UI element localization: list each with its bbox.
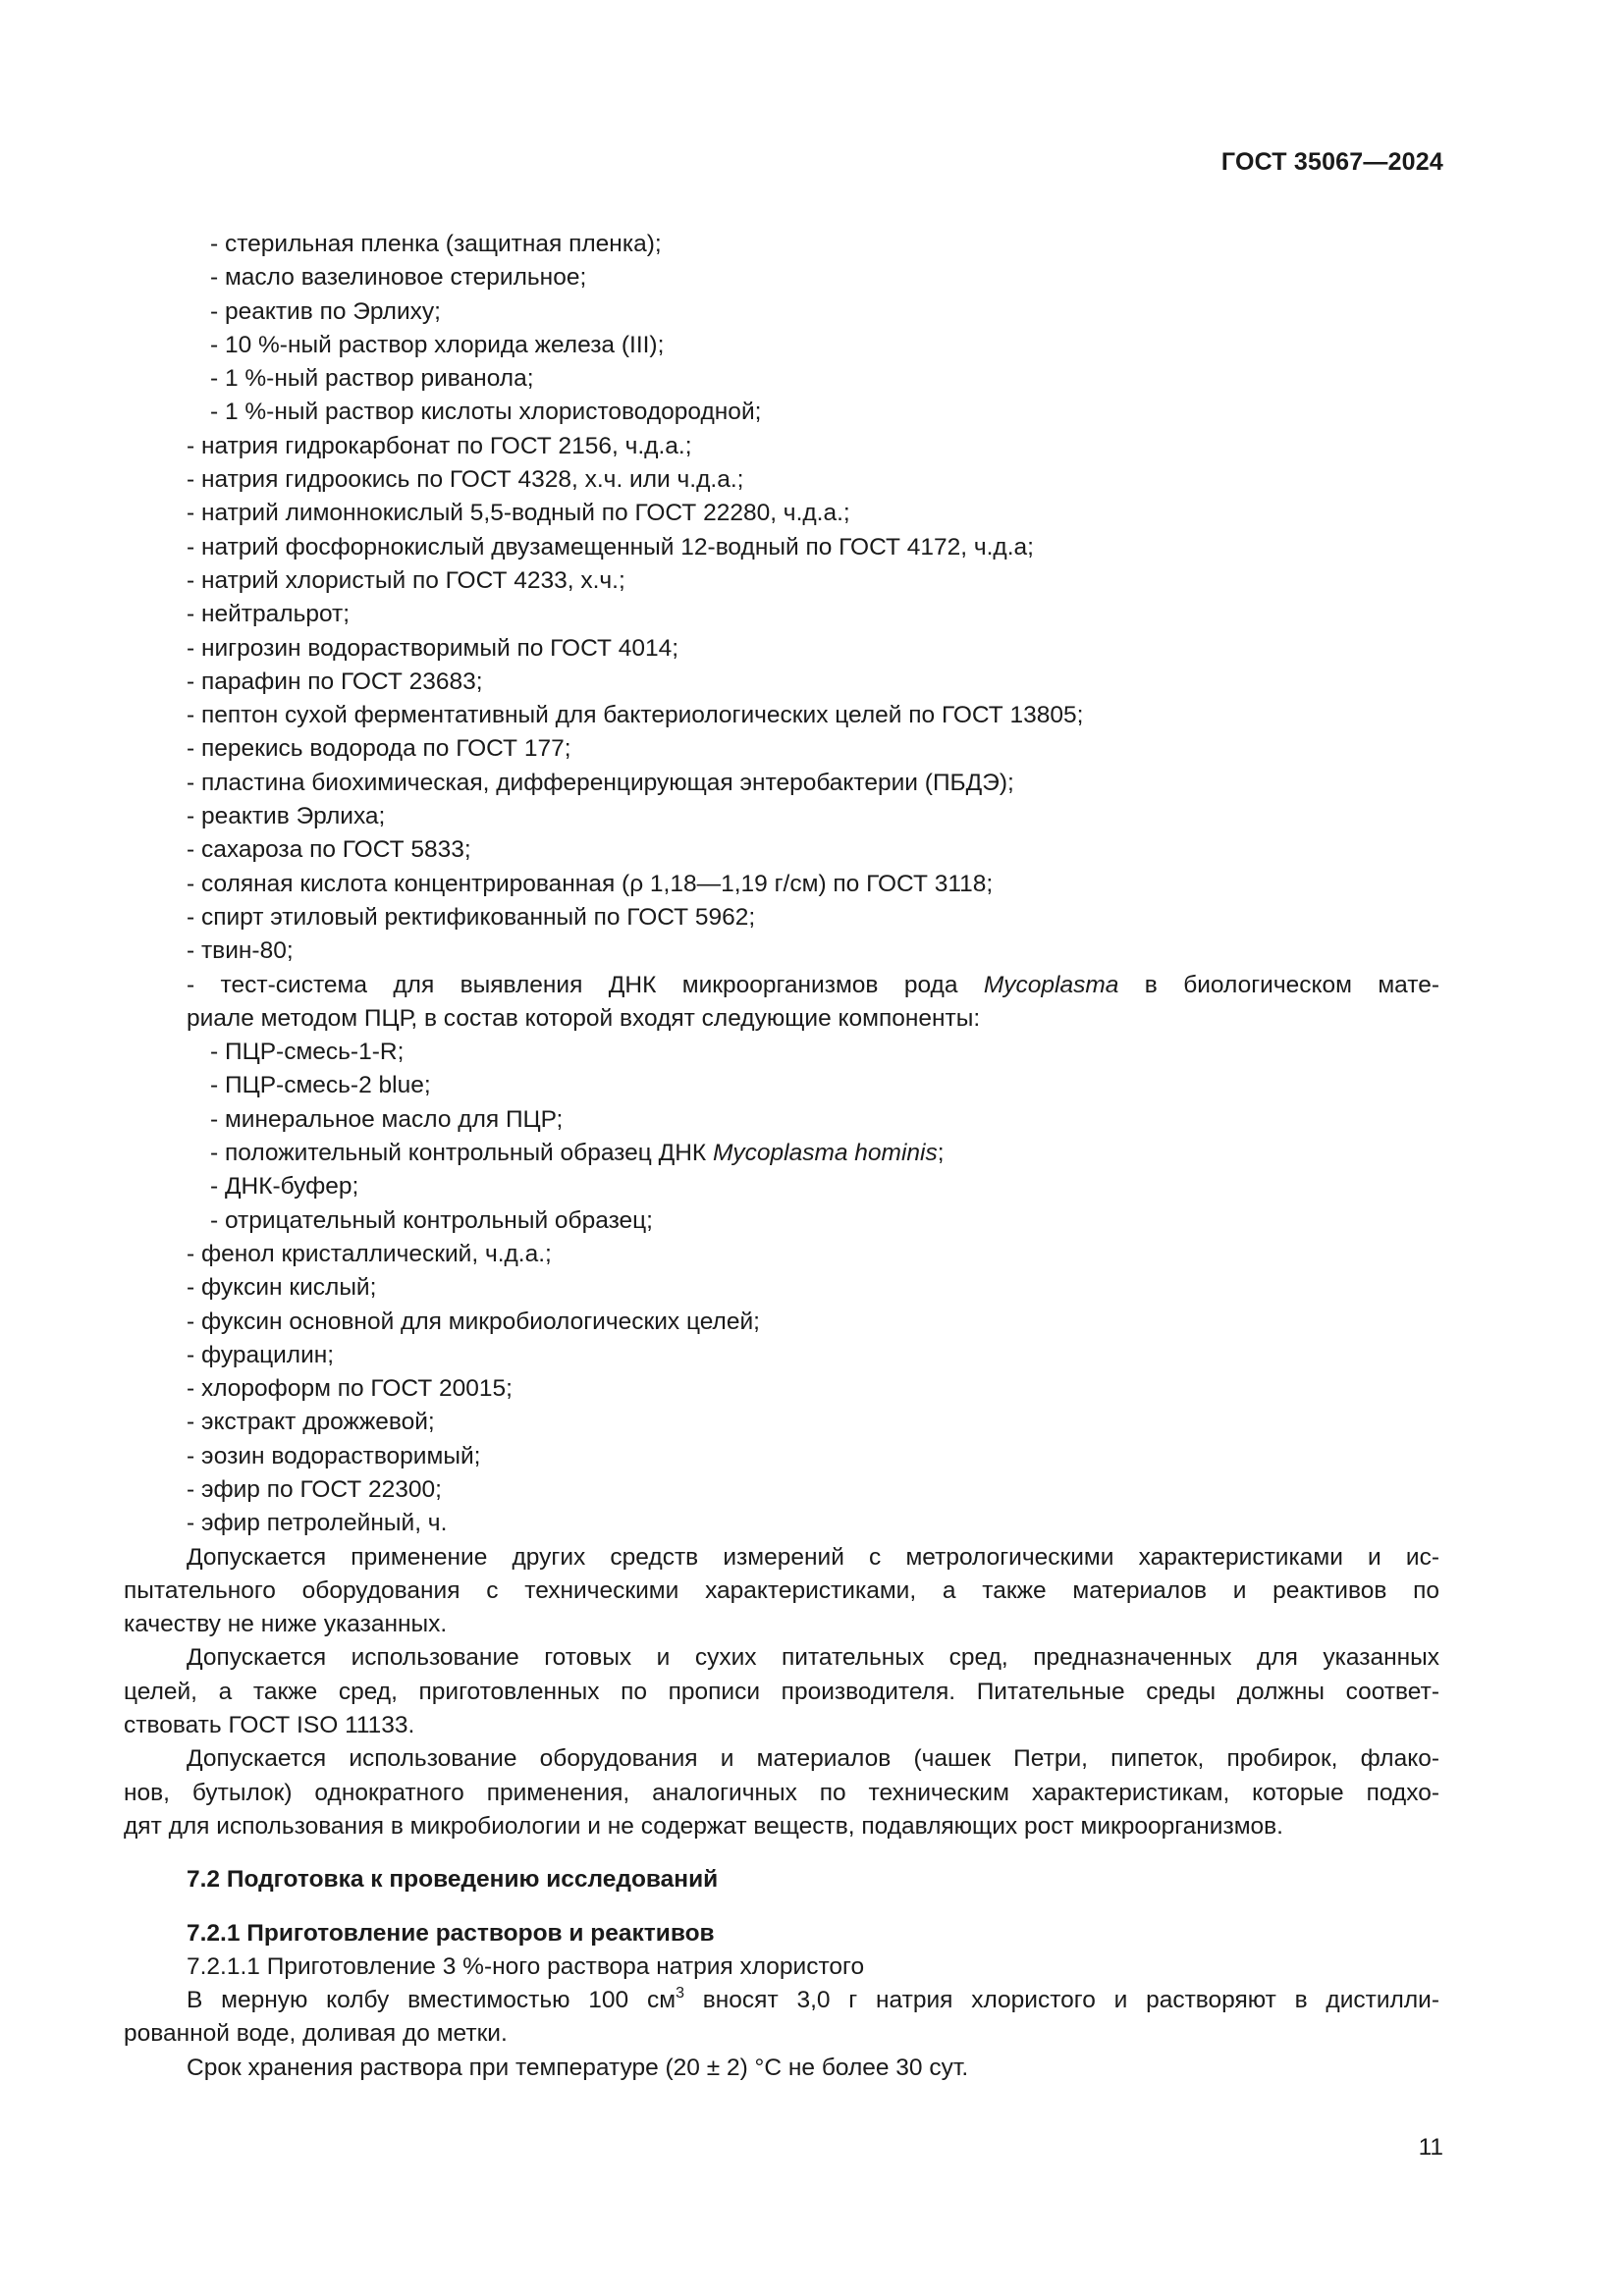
list-item: - фурацилин; bbox=[187, 1341, 335, 1368]
list-item: - ПЦР-смесь-1-R; bbox=[210, 1039, 405, 1066]
test-system-components bbox=[187, 1036, 1439, 1238]
list-item: - стерильная пленка (защитная пленка); bbox=[210, 231, 662, 257]
list-item: - твин-80; bbox=[187, 937, 294, 965]
test-system-line-1: - тест-система для выявления ДНК микроорганизмов рода Mycoplasma в биологическом мате- bbox=[187, 971, 1440, 998]
section-heading-7-2-1: 7.2.1 Приготовление растворов и реактивов bbox=[187, 1919, 715, 1947]
reagents-list-continued bbox=[187, 1238, 1439, 1541]
list-item: - спирт этиловый ректификованный по ГОСТ 5962; bbox=[187, 903, 756, 931]
list-item: - ПЦР-смесь-2 blue; bbox=[210, 1072, 431, 1099]
paragraph-media-substitution: Допускается использование готовых и сухих питательных сред, предназначенных для указанных целей, а также сред, приготовленных по прописи производителя. Питательные среды должны соответ- ствовать ГОСТ ISO 11133. bbox=[124, 1644, 1439, 1739]
sublist-materials bbox=[187, 228, 1439, 430]
test-system-line-2: риале методом ПЦР, в состав которой входят следующие компоненты: bbox=[187, 1004, 981, 1032]
list-item: - масло вазелиновое стерильное; bbox=[210, 264, 587, 292]
subsection-heading-7-2-1-1: 7.2.1.1 Приготовление 3 %-ного раствора натрия хлористого bbox=[187, 1952, 865, 1980]
list-item: - эфир по ГОСТ 22300; bbox=[187, 1475, 442, 1503]
list-item: - натрий фосфорнокислый двузамещенный 12-водный по ГОСТ 4172, ч.д.а; bbox=[187, 533, 1034, 561]
list-item: - натрий хлористый по ГОСТ 4233, х.ч.; bbox=[187, 566, 625, 594]
list-item: - перекись водорода по ГОСТ 177; bbox=[187, 735, 571, 763]
list-item: - нигрозин водорастворимый по ГОСТ 4014; bbox=[187, 634, 679, 662]
list-item: - эозин водорастворимый; bbox=[187, 1442, 481, 1469]
section-heading-7-2: 7.2 Подготовка к проведению исследований bbox=[187, 1866, 719, 1894]
list-item: - отрицательный контрольный образец; bbox=[210, 1206, 653, 1234]
list-item: - 1 %-ный раствор риванола; bbox=[210, 365, 534, 393]
list-item: - натрия гидроокись по ГОСТ 4328, х.ч. или ч.д.а.; bbox=[187, 466, 744, 494]
list-item: - фуксин основной для микробиологических целей; bbox=[187, 1308, 760, 1335]
genus-name: Mycoplasma bbox=[983, 971, 1119, 998]
test-system-item bbox=[187, 969, 1439, 1037]
list-item: - парафин по ГОСТ 23683; bbox=[187, 667, 483, 695]
paragraph-disposable-equipment: Допускается использование оборудования и материалов (чашек Петри, пипеток, пробирок, флако- нов, бутылок) однократного применения, аналогичных по техническим характеристикам, которые подхо- дят для использования в микробиологии и не содержат веществ, подавляющих рост микроорганизмов. bbox=[124, 1745, 1439, 1840]
list-item: - фенол кристаллический, ч.д.а.; bbox=[187, 1240, 552, 1267]
list-item: - нейтральрот; bbox=[187, 601, 351, 628]
list-item: - пептон сухой ферментативный для бактериологических целей по ГОСТ 13805; bbox=[187, 702, 1084, 729]
list-item: - эфир петролейный, ч. bbox=[187, 1510, 448, 1537]
page-number: 11 bbox=[1418, 2134, 1443, 2161]
paragraph-storage-term: Срок хранения раствора при температуре (20 ± 2) °С не более 30 сут. bbox=[187, 2054, 969, 2081]
list-item: - пластина биохимическая, дифференцирующая энтеробактерии (ПБДЭ); bbox=[187, 769, 1014, 796]
list-item: - реактив Эрлиха; bbox=[187, 803, 386, 830]
list-item: - реактив по Эрлиху; bbox=[210, 297, 441, 325]
list-item: - 1 %-ный раствор кислоты хлористоводородной; bbox=[210, 399, 762, 426]
list-item: - соляная кислота концентрированная (ρ 1,18—1,19 г/см) по ГОСТ 3118; bbox=[187, 870, 994, 897]
reagents-list bbox=[187, 430, 1439, 969]
list-item: - хлороформ по ГОСТ 20015; bbox=[187, 1375, 513, 1403]
list-item: - натрия гидрокарбонат по ГОСТ 2156, ч.д.а.; bbox=[187, 432, 692, 459]
list-item: - натрий лимоннокислый 5,5-водный по ГОСТ 22280, ч.д.а.; bbox=[187, 500, 850, 527]
list-item: - положительный контрольный образец ДНК Mycoplasma hominis; bbox=[210, 1140, 945, 1167]
document-code-header: ГОСТ 35067—2024 bbox=[1220, 148, 1443, 176]
superscript: 3 bbox=[676, 1985, 684, 2002]
paragraph-solution-prep: В мерную колбу вместимостью 100 $см^3$ вносят 3,0 г натрия хлористого и растворяют в дистилли- рованной воде, доливая до метки. bbox=[124, 1985, 1439, 2048]
paragraph-equipment-substitution: Допускается применение других средств измерений с метрологическими характеристиками и ис- пытательного оборудования с техническими характеристиками, а также материалов и реактивов по качеству не ниже указанных. bbox=[124, 1543, 1439, 1638]
list-item: - 10 %-ный раствор хлорида железа (III); bbox=[210, 331, 665, 358]
list-item: - экстракт дрожжевой; bbox=[187, 1409, 435, 1436]
list-item: - сахароза по ГОСТ 5833; bbox=[187, 836, 471, 864]
species-name: Mycoplasma hominis bbox=[712, 1140, 938, 1167]
list-item: - фуксин кислый; bbox=[187, 1274, 377, 1302]
list-item: - ДНК-буфер; bbox=[210, 1173, 359, 1201]
list-item: - минеральное масло для ПЦР; bbox=[210, 1105, 564, 1133]
page-content bbox=[124, 228, 1440, 2085]
